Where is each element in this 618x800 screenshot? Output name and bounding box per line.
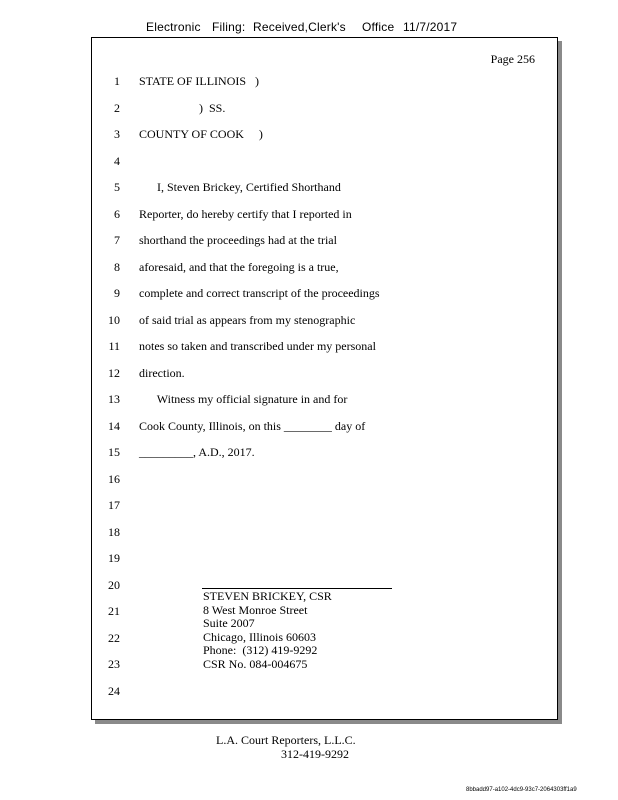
line-text: shorthand the proceedings had at the trial — [139, 233, 337, 247]
filing-stamp-word: Electronic — [146, 20, 201, 34]
company-name: L.A. Court Reporters, L.L.C. — [216, 733, 356, 747]
line-number: 16 — [108, 472, 120, 486]
line-number: 20 — [108, 578, 120, 592]
page-number: Page 256 — [490, 52, 535, 66]
city-line: Chicago, Illinois 60603 — [203, 629, 316, 644]
line-number: 19 — [108, 551, 120, 565]
line-number: 11 — [108, 339, 120, 353]
line-text: Cook County, Illinois, on this ________ day of — [139, 419, 366, 433]
address-line: 8 West Monroe Street — [203, 602, 308, 617]
line-text: notes so taken and transcribed under my personal — [139, 339, 376, 353]
line-number: 4 — [114, 154, 120, 168]
line-text: direction. — [139, 366, 185, 380]
reporter-name: STEVEN BRICKEY, CSR — [203, 589, 332, 603]
line-text: _________, A.D., 2017. — [139, 445, 255, 459]
filing-stamp-word: Office — [362, 20, 395, 34]
line-number: 22 — [108, 631, 120, 645]
filing-stamp-date: 11/7/2017 — [403, 20, 458, 34]
line-number: 12 — [108, 366, 120, 380]
csr-number: CSR No. 084-004675 — [203, 656, 308, 671]
line-number: 3 — [114, 127, 120, 141]
address-line: Suite 2007 — [203, 616, 255, 631]
line-text: aforesaid, and that the foregoing is a true, — [139, 260, 339, 274]
line-number: 24 — [108, 684, 120, 698]
line-text: of said trial as appears from my stenographic — [139, 313, 356, 327]
line-text: I, Steven Brickey, Certified Shorthand — [139, 180, 341, 194]
filing-stamp — [0, 20, 618, 36]
line-text: Reporter, do hereby certify that I reported in — [139, 207, 352, 221]
line-number: 13 — [108, 392, 120, 406]
line-number: 21 — [108, 604, 120, 618]
line-number: 2 — [114, 101, 120, 115]
line-text: STATE OF ILLINOIS ) — [139, 74, 260, 88]
line-text: COUNTY OF COOK ) — [139, 127, 263, 141]
line-text: complete and correct transcript of the proceedings — [139, 286, 380, 300]
line-number: 10 — [108, 313, 120, 327]
document-id: 8bbadd97-a102-4dc9-93c7-2064303ff1a9 — [466, 787, 577, 793]
line-number: 18 — [108, 525, 120, 539]
line-number: 23 — [108, 657, 120, 671]
line-number: 6 — [114, 207, 120, 221]
line-number: 17 — [108, 498, 120, 512]
line-number: 14 — [108, 419, 120, 433]
line-text: Witness my official signature in and for — [139, 392, 348, 406]
transcript-page — [91, 37, 558, 720]
filing-stamp-word: Received,Clerk's — [253, 20, 346, 34]
company-phone: 312-419-9292 — [281, 747, 349, 761]
line-number: 8 — [114, 260, 120, 274]
line-number: 9 — [114, 286, 120, 300]
signature-block — [203, 590, 332, 672]
filing-stamp-word: Filing: — [212, 20, 246, 34]
phone-line: Phone: (312) 419-9292 — [203, 643, 318, 658]
line-number: 5 — [114, 180, 120, 194]
line-text: ) SS. — [139, 101, 226, 115]
line-number: 7 — [114, 233, 120, 247]
line-number: 15 — [108, 445, 120, 459]
line-number: 1 — [114, 74, 120, 88]
